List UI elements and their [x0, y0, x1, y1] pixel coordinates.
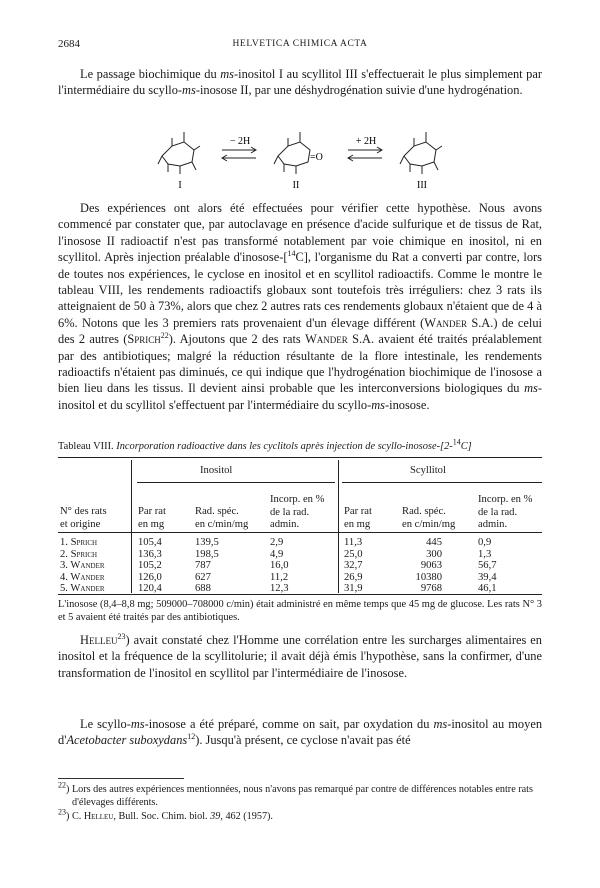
- cell-scyllitol-incorp: 46,1: [478, 583, 497, 594]
- cell-scyllitol-rad: 9063: [420, 560, 442, 571]
- cell-scyllitol-rad: 445: [426, 537, 442, 548]
- cell-rat: 3. Wander: [60, 560, 105, 571]
- col-header-scyllitol-rad: Rad. spéc. en c/min/mg: [402, 506, 456, 530]
- footnote-23: $^{23}$) C. Helleu, Bull. Soc. Chim. biol. 39, 462 (1957).: [58, 807, 273, 822]
- cell-scyllitol-incorp: 0,9: [478, 537, 492, 548]
- footnote-22: $^{22}$) Lors des autres expériences mentionnées, nous n'avons pas remarqué par contre de différences notables entre rats d'élevages différents.: [58, 780, 533, 808]
- col-header-scyllitol-incorp: Incorp. en % de la rad. admin.: [478, 494, 533, 530]
- table-note: L'inosose (8,4–8,8 mg; 509000–708000 c/min) était administré en même temps que 45 mg de glucose. Les rats N° 3 et 5 avaient été traités par des antibiotiques.: [58, 599, 542, 623]
- group-header-scyllitol: Scyllitol: [410, 465, 446, 476]
- compound-I-label: I: [178, 180, 182, 191]
- col-header-inositol-mg: Par rat en mg: [138, 506, 166, 530]
- scyllitol-group-rule: [342, 482, 542, 483]
- cell-inositol-incorp: 16,0: [270, 560, 289, 571]
- compound-I-structure: [158, 132, 200, 174]
- col-header-inositol-incorp: Incorp. en % de la rad. admin.: [270, 494, 325, 530]
- cell-scyllitol-mg: 11,3: [344, 537, 363, 548]
- compound-II-structure: [274, 132, 310, 174]
- cell-inositol-rad: 787: [195, 560, 211, 571]
- paragraph-preparation: Le scyllo-ms-inosose a été préparé, comme on sait, par oxydation du ms-inositol au moyen d'Acetobacter suboxydans$^{12}$). Jusqu'à présent, ce cyclose n'avait pas été: [58, 717, 543, 748]
- compound-III-structure: [400, 132, 442, 174]
- paragraph-experiments: Des expériences ont alors été effectuées pour vérifier cette hypothèse. Nous avons commencé par constater que, par autoclavage en présence d'acide sulfurique et de tissus de Rat, l'inosose II radioactif n'est pas transformé notablement par voie chimique en inositol, ni en scyllitol. Après injection préalable d'inosose-[$^{14}$C], l'organisme du Rat a converti par contre, lors de toutes nos expériences, le cyclose en inositol et en scyllitol radioactifs. Comme le montre le tableau VIII, les rendements radioactifs globaux sont toutefois très irréguliers: chez 3 rats ils atteignaient de 50 à 73%, alors que chez 2 autres rats ces rendements globaux n'étaient que de 4 à 6%. Notons que les 3 premiers rats provenaient d'un élevage différent (Wander S.A.) de celui des 2 autres (Sprich$^{22}$). Ajoutons que 2 des rats Wander S.A. avaient été traités préalablement par des antibiotiques; malgré la réduction résultante de la flore intestinale, les rendements radioactifs n'étaient pas diminués, ce qui indique que l'hydrogénation biochimique de l'inosose a bien lieu dans les tissus. Il devient ainsi probable que les interconversions biologiques du ms-inositol et du scyllitol s'effectuent par l'intermédiaire du scyllo-ms-inosose.: [58, 201, 542, 412]
- cell-inositol-incorp: 11,2: [270, 571, 289, 583]
- col-header-rats: N° des rats et origine: [60, 506, 107, 530]
- cell-rat: 5. Wander: [60, 583, 105, 594]
- cell-scyllitol-rad: 10380: [415, 571, 442, 583]
- cell-rat: 4. Wander: [60, 571, 105, 583]
- cell-scyllitol-incorp: 56,7: [478, 560, 497, 571]
- journal-header: HELVETICA CHIMICA ACTA: [232, 39, 368, 49]
- cell-scyllitol-rad: 300: [426, 548, 442, 560]
- paragraph-intro: Le passage biochimique du ms-inositol I au scyllitol III s'effectuerait le plus simplement par l'intermédiaire du scyllo-ms-inosose II, par une déshydrogénation suivie d'une hydrogénation.: [58, 67, 542, 98]
- cell-inositol-incorp: 4,9: [270, 548, 284, 560]
- cell-inositol-rad: 198,5: [195, 548, 219, 560]
- cell-scyllitol-mg: 31,9: [344, 583, 363, 594]
- cell-scyllitol-incorp: 39,4: [478, 571, 497, 583]
- cell-rat: 2. Sprich: [60, 548, 98, 560]
- col-header-scyllitol-mg: Par rat en mg: [344, 506, 372, 530]
- compound-III-label: III: [417, 180, 427, 191]
- equilibrium-arrows-1: [222, 147, 256, 161]
- reaction-scheme: [150, 128, 450, 192]
- cell-inositol-mg: 136,3: [138, 548, 162, 560]
- cell-inositol-incorp: 2,9: [270, 537, 284, 548]
- cell-inositol-incorp: 12,3: [270, 583, 289, 594]
- cell-inositol-mg: 105,2: [138, 560, 162, 571]
- cell-scyllitol-incorp: 1,3: [478, 548, 492, 560]
- cell-scyllitol-mg: 25,0: [344, 548, 363, 560]
- table-top-rule: [58, 457, 542, 458]
- inositol-group-rule: [137, 482, 335, 483]
- arrow2-label: + 2H: [355, 136, 377, 147]
- cell-scyllitol-rad: 9768: [420, 583, 442, 594]
- paragraph-helleu: Helleu$^{23}$) avait constaté chez l'Homme une corrélation entre les surcharges alimentaires en inositol et la fréquence de la scyllitolurie; il avait déjà émis l'hypothèse, sans la confirmer, d'une transformation de l'inositol en scyllitol par l'intermédiaire de l'inosose.: [58, 631, 542, 680]
- cell-inositol-rad: 627: [195, 571, 211, 583]
- cell-scyllitol-mg: 32,7: [344, 560, 363, 571]
- cell-inositol-rad: 139,5: [195, 537, 219, 548]
- oxo-label: =O: [310, 152, 323, 163]
- cell-inositol-rad: 688: [195, 583, 211, 594]
- table-vrule-2: [338, 460, 339, 593]
- cell-inositol-mg: 126,0: [138, 571, 162, 583]
- cell-scyllitol-mg: 26,9: [344, 571, 363, 583]
- arrow1-label: − 2H: [229, 136, 251, 147]
- page-number: 2684: [58, 38, 80, 50]
- cell-inositol-mg: 105,4: [138, 537, 162, 548]
- compound-II-label: II: [292, 180, 300, 191]
- col-header-inositol-rad: Rad. spéc. en c/min/mg: [195, 506, 249, 530]
- table-vrule-1: [131, 460, 132, 593]
- footnote-rule: [58, 778, 184, 779]
- cell-rat: 1. Sprich: [60, 537, 98, 548]
- table-caption: Tableau VIII. Incorporation radioactive dans les cyclitols après injection de scyllo-inosose-[2-$^{14}$C]: [58, 437, 472, 452]
- group-header-inositol: Inositol: [200, 465, 233, 476]
- cell-inositol-mg: 120,4: [138, 583, 162, 594]
- equilibrium-arrows-2: [348, 147, 382, 161]
